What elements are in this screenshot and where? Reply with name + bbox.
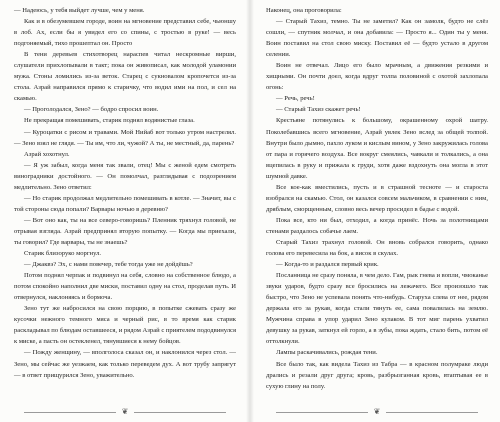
paragraph: — Пожду женщину, — вполголоса сказал он, и наклонился через стол. — Зено, мы сейчас же уезжаем, как только переведем дух. А вот трубу запрягут — в ответ прищурился Зено, уважительно. <box>14 349 236 379</box>
paragraph: — Но старик продолжал медлительно помешивать в котле. — Значит, вы с той стороны сюда попали? Варвары ночью в деревню? <box>14 194 236 213</box>
right-page <box>250 0 500 422</box>
divider <box>134 412 226 413</box>
paragraph: — Проголодался, Зено? — бодро спросил воин. <box>24 106 159 114</box>
divider <box>276 412 368 413</box>
paragraph: Наконец, она проговорила: <box>266 7 342 14</box>
paragraph: — Я уж забыл, когда меня так звали, отец! Мы с женой едем смотреть виноградники достойного. — Он помолчал, разглядывая с подозрением медлительно. Зено ответил: <box>14 161 236 191</box>
paragraph: — Куроцатки с рисом и травами. Мой Нийаб вот только утром настрелял. — Зено взял не глядя. — Ты им, что ли, чужой? А ты, не местный, да, парень? <box>14 128 236 147</box>
page-footer-ornament <box>14 406 236 418</box>
book-gutter <box>246 0 254 422</box>
paragraph: — Вот оно как, ты на все северо-говоришь? Пленник тряхнул головой, не отрывая взгляда. Азрай предпринял вторую попытку. — Когда мы приехали, ты говорил? Где варвары, ты не знаешь? <box>14 216 236 246</box>
paragraph: — Старый Тахиз, темно. Ты не заметил? Как он замолк, будто не слёз сошли, — спутник молчал, и она добавила: — Просто я... Один ты у меня. Воин поставил на стол свою миску. Поставил её — будто устало в другом селении. <box>266 18 488 59</box>
paragraph: Зено тут же набросился на свою порцию, в попытке сжевать сразу же кусочки нежного темного мяса и черный рис, в то время как старик раскладывал по блюдам оставшееся, и рядом Азрай с приятелем пододвинулся к миске, а пасть он остекленел, тянувшиеся к нему бойцов. <box>14 305 237 346</box>
divider <box>386 412 478 413</box>
paragraph: Не прекращая помешивать, старик поднял водянистые глаза. <box>24 117 195 125</box>
paragraph: Крестьяне потянулись к большому, окрашенному охрой шатру. Поколебавшись всего мгновение, Азрай увлек Зено вслед за общей толпой. Внутри было дымно, пахло луком и кислым вином, у Зено закружилась голова от пара и горячего воздуха. Все вокруг смеялись, чавкали и толкались, а она вцепилась в руку и прижала к груди, хотя даже вздохнуть она могла в этот шумной давке. <box>266 117 488 180</box>
paragraph: Все было так, как видела Тахиз из Табра — в красном полумраке люди дрались и резали друг друга; кровь, разбрызганная кровь, втаптывая ее в сухую глину на полу. <box>266 360 488 390</box>
paragraph: Посланница не сразу поняла, в чем дело. Гам, рык гнева и вопли, чмоканье звуки ударов, будто сразу все бросились на лежачего. Все произошло так быстро, что Зено не успевала понять что-нибудь. Старуха слева от нее, рядом держала его за рукав, когда стали тянуть ее, сама повалилась на землю. Мужчина справа в упор ударил Зено кулаком. В тот миг парень ухватил девушку за рукав, заткнул ей горло, а в зубы, пока ждать, стало бить, потом её оттолкнули. <box>266 272 488 346</box>
divider <box>24 412 116 413</box>
paragraph: Потом поднял черпак и подвинул на себя, словно на собственное блюдо, а потом спокойно наполнил две миски, поставил одну на стол, проделав путь. И отвернулся, наклоняясь и бормоча. <box>14 272 236 302</box>
paragraph: — Джаквэ? Эх, с нами повечер, тебе тогда уже не дойдёшь? <box>24 261 193 269</box>
fleuron-icon: ❦ <box>121 407 129 416</box>
page-footer-ornament <box>266 406 488 418</box>
paragraph: Как и в обезумевшем городе, воин на мгновение представил себе, чьюншу в лоб. Ах, если бы я увидел его со спины, с тростью в руке! — весь подгоняемый, тихо прошептал он. Просто <box>14 18 236 48</box>
paragraph: Азрай хохотнул. <box>24 150 70 158</box>
paragraph: — Речь, речь! <box>276 95 315 103</box>
paragraph: Воин не отвечал. Лицо его было мрачным, а движения резкими и хищными. Он почти доел, когда вдруг толпа половиной с охотой захлопала огонь: <box>266 62 488 92</box>
paragraph: Пока все, кто ни был, отходил, а когда принёс. Ночь за полотнищами стенами раздалось собачье лаем. <box>266 216 488 235</box>
paragraph: — Надеюсь, у тебя выйдет лучше, чем у меня. <box>14 7 145 14</box>
paragraph: Старик близоруко моргнул. <box>24 250 102 258</box>
fleuron-icon: ❦ <box>373 407 381 416</box>
paragraph: Старый Тахиз трахнул головой. Он вновь собрался говорить, однако голова его перевесила на бок, а висок в скулах. <box>266 238 488 258</box>
left-page-text <box>14 5 236 381</box>
right-page-text <box>266 5 488 392</box>
paragraph: Все кое-как вместились, пусть и в страшной тесноте — и староста взобрался на скамью. Стол, он казался совсем мальчиком, в сравнении с ним, дряблым, сморщенным, словно весь вечер просидел в бадье с водой. <box>266 183 488 213</box>
paragraph: — Когда-то и раздался первый крик. <box>276 261 379 269</box>
paragraph: Лампы раскачивались, рождая тени. <box>276 349 378 357</box>
paragraph: — Старый Тахиз скажет речь! <box>276 106 361 114</box>
paragraph: В тени деревьев стихотворец нараспев читал нескромные вирши, слушатели прихлопывали в такт; пока он живописал, как молодой уламонии мужа. Стоны ломились из-за веток. Старец с сукновалом кропочется из-за стола. Азрай направился прямо к старичку, что водил ими на пол, и сел на скамью. <box>14 51 236 103</box>
